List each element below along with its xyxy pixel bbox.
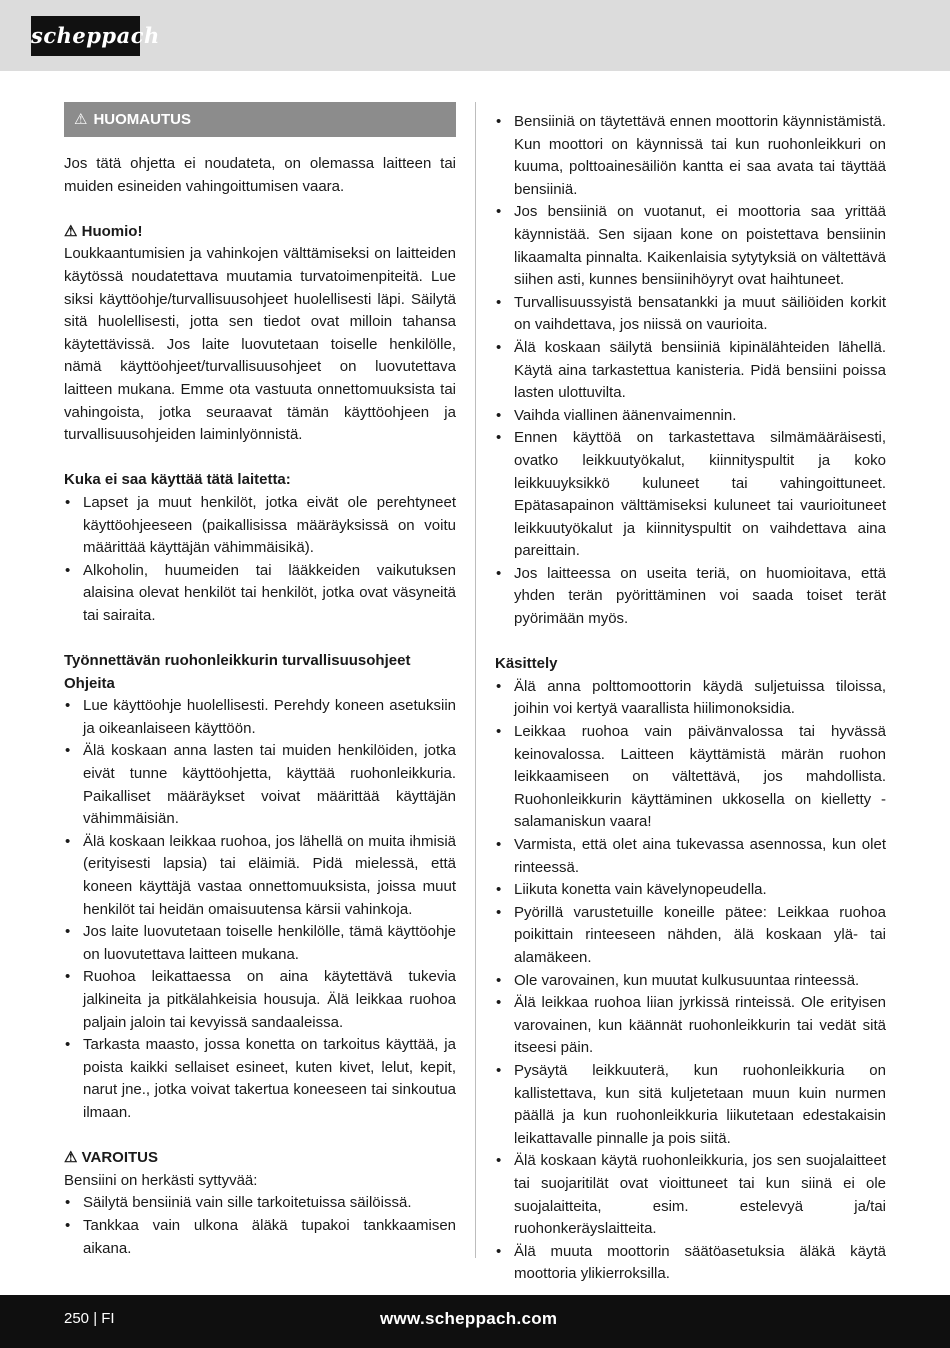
list-item: • Lue käyttöohje huolellisesti. Perehdy koneen asetuksiin ja oikeanlaiseen käyttöön. [64, 695, 456, 740]
list-item: • Pysäytä leikkuuterä, kun ruohonleikkuria on kallistettava, kun sitä kuljetetaan muun kuin nurmen päällä ja kun ruohonleikkuria liikutetaan edestakaisin leikattavalle pinnalle ja pois siitä. [495, 1060, 886, 1150]
notice-text: Jos tätä ohjetta ei noudateta, on olemassa laitteen tai muiden esineiden vahingoittumisen vaara. [64, 155, 456, 195]
caution-heading: ⚠ Huomio! [64, 222, 143, 240]
warning-heading: ⚠ VAROITUS [64, 1149, 159, 1167]
caution-text: Loukkaantumisien ja vahinkojen välttämiseksi on laitteiden käytössä noudatettava muutamia turvatoimenpiteitä. Lue siksi käyttöohje/turvallisuusohjeet huolellisesti läpi. Säilytä sitä huolellisesti, jotta sen tiedot ovat milloin tahansa käytettävissä. Jos laite luovutetaan toiselle henkilölle, nämä käyttöohjeet/turvallisuusohjeet on luovutettava laitteen mukana. Emme ota vastuuta onnettomuuksista tai vahingoista, jotka seuraavat tämän käyttöohjeen ja turvallisuusohjeiden laiminlyönnistä. [64, 245, 456, 444]
column-divider [475, 102, 476, 1258]
warning-triangle-icon: ⚠ [64, 222, 78, 240]
list-item: • Älä muuta moottorin säätöasetuksia äläkä käytä moottoria ylikierroksilla. [495, 1241, 886, 1286]
list-item: • Bensiiniä on täytettävä ennen moottorin käynnistämistä. Kun moottori on käynnissä tai kun ruohonleikkuri on kuuma, polttoainesäiliön kantta ei saa avata tai täyttää bensiiniä. [495, 111, 886, 201]
list-item: • Turvallisuussyistä bensatankki ja muut säiliöiden korkit on vaihdettava, jos niissä on vaurioita. [495, 292, 886, 337]
list-item: • Vaihda viallinen äänenvaimennin. [495, 405, 886, 428]
list-item: • Jos bensiiniä on vuotanut, ei moottoria saa yrittää käynnistää. Sen sijaan kone on poistettava bensiinin likaamalta pinnalta. Kaikenlaisia sytytyksiä on vältettävä siihen asti, kunnes bensiinihöyryt ovat haihtuneet. [495, 201, 886, 291]
list-item: • Ruohoa leikattaessa on aina käytettävä tukevia jalkineita ja pitkälahkeisia housuja. Älä leikkaa ruohoa paljain jaloin tai kevyissä sandaaleissa. [64, 966, 456, 1034]
warning-text: Bensiini on herkästi syttyvää: [64, 1171, 258, 1189]
page-number: 250 | FI [64, 1310, 115, 1327]
list-item: • Älä koskaan leikkaa ruohoa, jos lähellä on muita ihmisiä (erityisesti lapsia) tai eläimiä. Pidä mielessä, että koneen käyttäjä vastaa onnettomuuksista, joissa muut henkilöt tai heidän omaisuutensa kärsii vahinkoja. [64, 831, 456, 921]
list-item: • Säilytä bensiiniä vain sille tarkoitetuissa säilöissä. [64, 1192, 456, 1215]
list-item: • Älä koskaan anna lasten tai muiden henkilöiden, jotka eivät tunne käyttöohjetta, käyttää ruohonleikkuria. Paikalliset määräykset voivat määrittää käyttäjän vähimmäisiän. [64, 740, 456, 830]
list-item: • Jos laite luovutetaan toiselle henkilölle, tämä käyttöohje on luovutettava laitteen mukana. [64, 921, 456, 966]
list-item: • Jos laitteessa on useita teriä, on huomioitava, että yhden terän pyörittäminen voi saada toiset terät pyörimään myös. [495, 563, 886, 631]
safety-heading: Työnnettävän ruohonleikkurin turvallisuusohjeet [64, 652, 411, 670]
who-heading: Kuka ei saa käyttää tätä laitetta: [64, 471, 291, 489]
who-list [64, 492, 456, 628]
footer-bar [0, 1295, 950, 1348]
handling-heading: Käsittely [495, 655, 558, 673]
left-column [64, 102, 456, 1260]
list-item: • Pyörillä varustetuille koneille pätee: Leikkaa ruohoa poikittain rinteeseen nähden, älä koskaan ylä- tai alamäkeen. [495, 902, 886, 970]
instructions-heading: Ohjeita [64, 674, 115, 692]
list-item: • Tankkaa vain ulkona äläkä tupakoi tankkaamisen aikana. [64, 1215, 456, 1260]
list-item: • Varmista, että olet aina tukevassa asennossa, kun olet rinteessä. [495, 834, 886, 879]
list-item: • Leikkaa ruohoa vain päivänvalossa tai hyvässä keinovalossa. Laitteen käyttämistä märän ruohon leikkaamiseen on vältettävä, jos mahdollista. Ruohonleikkurin käyttäminen ukkosella on kielletty - salamaniskun vaara! [495, 721, 886, 834]
warning-triangle-icon: ⚠ [64, 1149, 78, 1167]
list-item: • Älä koskaan säilytä bensiiniä kipinälähteiden lähellä. Käytä aina tarkastettua kanisteria. Pidä bensiini poissa lasten ulottuvilta. [495, 337, 886, 405]
header-bar [0, 0, 950, 71]
list-item: • Lapset ja muut henkilöt, jotka eivät ole perehtyneet käyttöohjeeseen (paikallisissa määräyksissä on voitu määrittää käyttäjän vähimmäisikä). [64, 492, 456, 560]
instructions-list [64, 695, 456, 1124]
list-item: • Älä koskaan käytä ruohonleikkuria, jos sen suojalaitteet tai suojaritilät ovat vioittuneet tai kun siinä ei ole suojalaitteita, esim. estelevyä ja/tai ruohonkeräyslaitteita. [495, 1150, 886, 1240]
warning-list [64, 1192, 456, 1260]
list-item: • Tarkasta maasto, jossa konetta on tarkoitus käyttää, ja poista kaikki sellaiset esineet, kuten kivet, lelut, kepit, narut jne., jotka voivat takertua koneeseen tai sinkoutua ilmaan. [64, 1034, 456, 1124]
list-item: • Älä leikkaa ruohoa liian jyrkissä rinteissä. Ole erityisen varovainen, kun käännät ruohonleikkurin tai vedät sitä itseesi päin. [495, 992, 886, 1060]
website-link: www.scheppach.com [380, 1309, 558, 1328]
notice-banner [64, 102, 456, 137]
right-column [495, 102, 886, 1286]
list-item: • Ennen käyttöä on tarkastettava silmämääräisesti, ovatko leikkuutyökalut, kiinnityspultit ja koko leikkuuyksikkö kuluneet tai vahingoittuneet. Epätasapainon välttämiseksi kuluneet tai vaurioituneet leikkuutyökalut ja kiinnityspultit on vaihdettava aina pareittain. [495, 427, 886, 563]
list-item: • Ole varovainen, kun muutat kulkusuuntaa rinteessä. [495, 970, 886, 993]
list-item: • Liikuta konetta vain kävelynopeudella. [495, 879, 886, 902]
warning-triangle-icon: ⚠ [74, 111, 88, 128]
list-item: • Alkoholin, huumeiden tai lääkkeiden vaikutuksen alaisina olevat henkilöt tai henkilöt, jotka ovat väsyneitä tai sairaita. [64, 560, 456, 628]
handling-list [495, 676, 886, 1286]
list-item: • Älä anna polttomoottorin käydä suljetuissa tiloissa, joihin voi kertyä vaarallista hiilimonoksidia. [495, 676, 886, 721]
scheppach-logo: scheppach [31, 16, 140, 56]
fuel-list [495, 111, 886, 631]
notice-title: HUOMAUTUS [93, 111, 191, 128]
